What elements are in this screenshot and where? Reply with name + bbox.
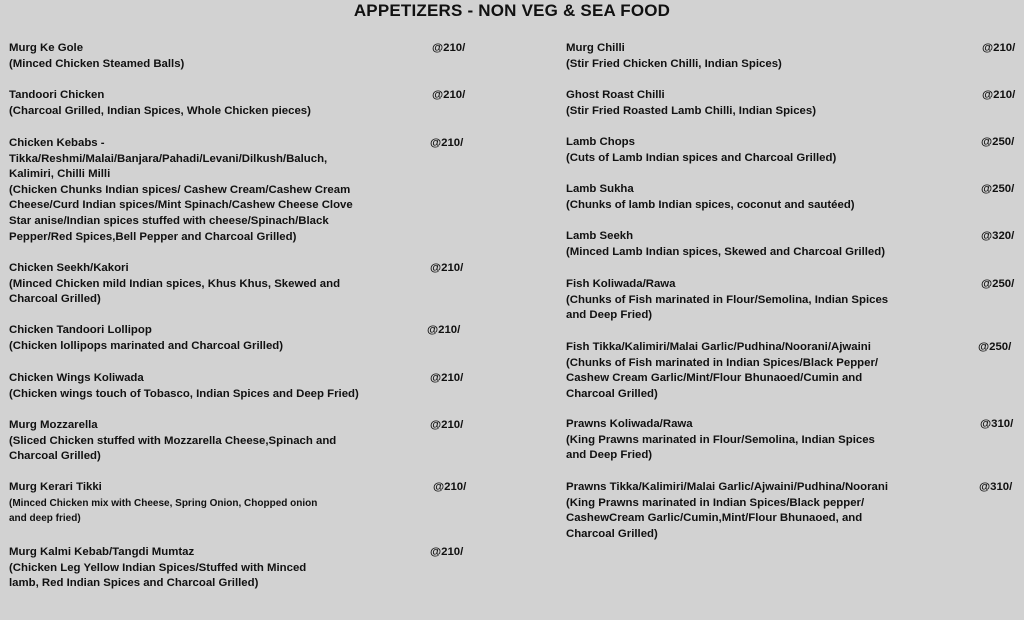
- item-name: Lamb Seekh: [566, 230, 634, 242]
- item-desc: Pepper/Red Spices,Bell Pepper and Charcoal Grilled): [9, 230, 297, 243]
- menu-item: [9, 480, 317, 527]
- item-price: @210/: [430, 546, 464, 558]
- item-name: Tandoori Chicken: [9, 89, 105, 101]
- item-desc: (Minced Lamb Indian spices, Skewed and Charcoal Grilled): [566, 245, 886, 258]
- item-desc: (Chicken Leg Yellow Indian Spices/Stuffed with Minced: [9, 561, 307, 574]
- item-name: Fish Koliwada/Rawa: [566, 278, 676, 290]
- item-name: Fish Tikka/Kalimiri/Malai Garlic/Pudhina/Noorani/Ajwaini: [566, 341, 871, 353]
- item-desc: (Minced Chicken mild Indian spices, Khus Khus, Skewed and: [9, 277, 341, 290]
- menu-item: [9, 418, 336, 465]
- item-desc: (Chunks of lamb Indian spices, coconut and sautéed): [566, 198, 855, 211]
- item-desc: (Stir Fried Roasted Lamb Chilli, Indian Spices): [566, 104, 816, 117]
- item-desc: (Stir Fried Chicken Chilli, Indian Spices): [566, 57, 782, 70]
- item-price: @310/: [980, 418, 1014, 430]
- menu-title: APPETIZERS - NON VEG & SEA FOOD: [353, 1, 671, 20]
- item-desc: Cashew Cream Garlic/Mint/Flour Bhunaoed/Cumin and: [566, 372, 863, 385]
- item-desc: (Minced Chicken Steamed Balls): [9, 57, 185, 70]
- item-desc: Star anise/Indian spices stuffed with cheese/Spinach/Black: [9, 214, 329, 227]
- item-desc: and deep fried): [9, 513, 81, 525]
- item-price: @210/: [982, 89, 1016, 101]
- menu-item: [566, 135, 836, 166]
- item-price: @210/: [430, 262, 464, 274]
- item-name: Chicken Seekh/Kakori: [9, 262, 129, 274]
- item-name: Murg Kalmi Kebab/Tangdi Mumtaz: [9, 546, 195, 558]
- item-name: Ghost Roast Chilli: [566, 89, 665, 101]
- item-price: @250/: [981, 183, 1015, 195]
- item-name: Prawns Koliwada/Rawa: [566, 418, 693, 430]
- menu-item: [566, 417, 875, 464]
- item-name: Lamb Sukha: [566, 183, 634, 195]
- menu-item: [566, 340, 878, 402]
- item-price: @250/: [981, 136, 1015, 148]
- item-desc: Tikka/Reshmi/Malai/Banjara/Pahadi/Levani/Dilkush/Baluch,: [9, 152, 328, 165]
- menu-item: [566, 41, 782, 72]
- item-desc: Charcoal Grilled): [9, 293, 101, 306]
- item-price: @320/: [981, 230, 1015, 242]
- menu-item: [9, 545, 306, 592]
- menu-item: [9, 136, 353, 245]
- item-desc: (Minced Chicken mix with Cheese, Spring Onion, Chopped onion: [9, 497, 318, 509]
- item-desc: (King Prawns marinated in Flour/Semolina, Indian Spices: [566, 433, 875, 446]
- item-desc: (Chicken lollipops marinated and Charcoal Grilled): [9, 339, 284, 352]
- item-name: Murg Chilli: [566, 42, 625, 54]
- item-name: Lamb Chops: [566, 136, 635, 148]
- item-desc: Charcoal Grilled): [9, 450, 101, 463]
- item-price: @210/: [433, 481, 467, 493]
- item-desc: Kalimiri, Chilli Milli: [9, 168, 111, 181]
- menu-item: [566, 229, 885, 260]
- item-name: Murg Ke Gole: [9, 42, 84, 54]
- item-desc: (King Prawns marinated in Indian Spices/Black pepper/: [566, 496, 865, 509]
- menu-item: [566, 88, 816, 119]
- item-desc: Cheese/Curd Indian spices/Mint Spinach/Cashew Cheese Clove: [9, 199, 353, 212]
- menu-item: [566, 182, 855, 213]
- item-desc: and Deep Fried): [566, 309, 653, 322]
- item-desc: (Chicken wings touch of Tobasco, Indian Spices and Deep Fried): [9, 387, 359, 400]
- item-desc: Charcoal Grilled): [566, 387, 658, 400]
- item-name: Murg Kerari Tikki: [9, 481, 102, 493]
- item-price: @310/: [979, 481, 1013, 493]
- item-price: @250/: [981, 278, 1015, 290]
- menu-item: [566, 480, 888, 542]
- item-desc: (Chicken Chunks Indian spices/ Cashew Cream/Cashew Cream: [9, 183, 351, 196]
- item-desc: (Cuts of Lamb Indian spices and Charcoal Grilled): [566, 151, 837, 164]
- item-desc: (Chunks of Fish marinated in Indian Spices/Black Pepper/: [566, 356, 879, 369]
- item-price: @210/: [430, 372, 464, 384]
- item-desc: CashewCream Garlic/Cumin,Mint/Flour Bhunaoed, and: [566, 512, 863, 525]
- item-name: Murg Mozzarella: [9, 419, 98, 431]
- item-name: Chicken Tandoori Lollipop: [9, 324, 152, 336]
- item-price: @250/: [978, 341, 1012, 353]
- menu-item: [9, 88, 311, 119]
- item-name: Chicken Kebabs -: [9, 137, 105, 149]
- item-desc: Charcoal Grilled): [566, 527, 658, 540]
- item-price: @210/: [430, 419, 464, 431]
- item-price: @210/: [430, 137, 464, 149]
- menu-item: [9, 323, 283, 354]
- item-price: @210/: [432, 89, 466, 101]
- item-desc: (Sliced Chicken stuffed with Mozzarella Cheese,Spinach and: [9, 434, 337, 447]
- menu-item: [566, 277, 888, 324]
- menu-item: [9, 261, 340, 308]
- item-desc: (Charcoal Grilled, Indian Spices, Whole Chicken pieces): [9, 104, 311, 117]
- item-price: @210/: [432, 42, 466, 54]
- item-desc: lamb, Red Indian Spices and Charcoal Grilled): [9, 577, 259, 590]
- item-name: Chicken Wings Koliwada: [9, 372, 144, 384]
- item-desc: and Deep Fried): [566, 449, 653, 462]
- menu-item: [9, 41, 184, 72]
- menu-item: [9, 371, 359, 402]
- item-name: Prawns Tikka/Kalimiri/Malai Garlic/Ajwaini/Pudhina/Noorani: [566, 481, 888, 493]
- item-price: @210/: [982, 42, 1016, 54]
- item-desc: (Chunks of Fish marinated in Flour/Semolina, Indian Spices: [566, 293, 889, 306]
- item-price: @210/: [427, 324, 461, 336]
